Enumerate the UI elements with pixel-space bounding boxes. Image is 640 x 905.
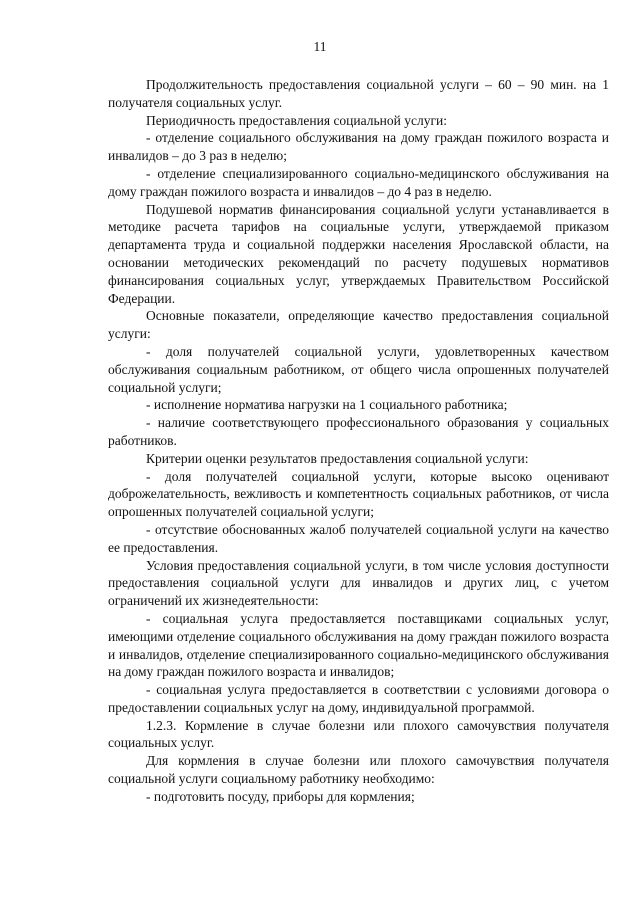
list-item: - наличие соответствующего профессионального образования у социальных работников. bbox=[108, 415, 609, 448]
paragraph: Условия предоставления социальной услуги, в том числе условия доступности предоставления социальной услуги для инвалидов и других лиц, с учетом ограничений их жизнедеятельности: bbox=[108, 557, 609, 609]
list-item: - социальная услуга предоставляется в соответствии с условиями договора о предоставлении социальных услуг на дому, индивидуальной программой. bbox=[108, 682, 609, 715]
list-item: - отделение социального обслуживания на дому граждан пожилого возраста и инвалидов – до 3 раз в неделю; bbox=[108, 130, 609, 164]
document-body bbox=[108, 76, 609, 806]
page-number: 11 bbox=[313, 39, 327, 54]
paragraph: Подушевой норматив финансирования социальной услуги устанавливается в методике расчета тарифов на социальные услуги, утверждаемой приказом департамента труда и социальной поддержки населения Ярославской области, на основании методических рекомендаций по расчету подушевых нормативов финансирования социальных услуг, утверждаемых Правительством Российской Федерации. bbox=[108, 201, 609, 306]
list-item: - доля получателей социальной услуги, удовлетворенных качеством обслуживания социальным работником, от общего числа опрошенных получателей социальной услуги; bbox=[108, 343, 609, 395]
paragraph: Для кормления в случае болезни или плохого самочувствия получателя социальной услуги социальному работнику необходимо: bbox=[108, 753, 609, 787]
paragraph: Продолжительность предоставления социальной услуги – 60 – 90 мин. на 1 получателя социальных услуг. bbox=[108, 77, 609, 110]
paragraph: Периодичность предоставления социальной услуги: bbox=[146, 112, 447, 128]
paragraph: Критерии оценки результатов предоставления социальной услуги: bbox=[146, 450, 529, 466]
list-item: - отсутствие обоснованных жалоб получателей социальной услуги на качество ее предоставления. bbox=[108, 521, 609, 555]
list-item: - отделение специализированного социально-медицинского обслуживания на дому граждан пожилого возраста и инвалидов – до 4 раз в неделю. bbox=[108, 165, 609, 199]
section-heading: 1.2.3. Кормление в случае болезни или плохого самочувствия получателя социальных услуг. bbox=[108, 717, 609, 751]
list-item: - социальная услуга предоставляется поставщиками социальных услуг, имеющими отделение социального обслуживания на дому граждан пожилого возраста и инвалидов, отделение специализированного социально-медицинского обслуживания на дому граждан пожилого возраста и инвалидов; bbox=[108, 610, 609, 680]
list-item: - подготовить посуду, приборы для кормления; bbox=[146, 788, 415, 804]
list-item: - доля получателей социальной услуги, которые высоко оценивают доброжелательность, вежливость и компетентность социальных работников, от числа опрошенных получателей социальной услуги; bbox=[108, 468, 609, 520]
list-item: - исполнение норматива нагрузки на 1 социального работника; bbox=[146, 397, 508, 413]
paragraph: Основные показатели, определяющие качество предоставления социальной услуги: bbox=[108, 308, 609, 342]
